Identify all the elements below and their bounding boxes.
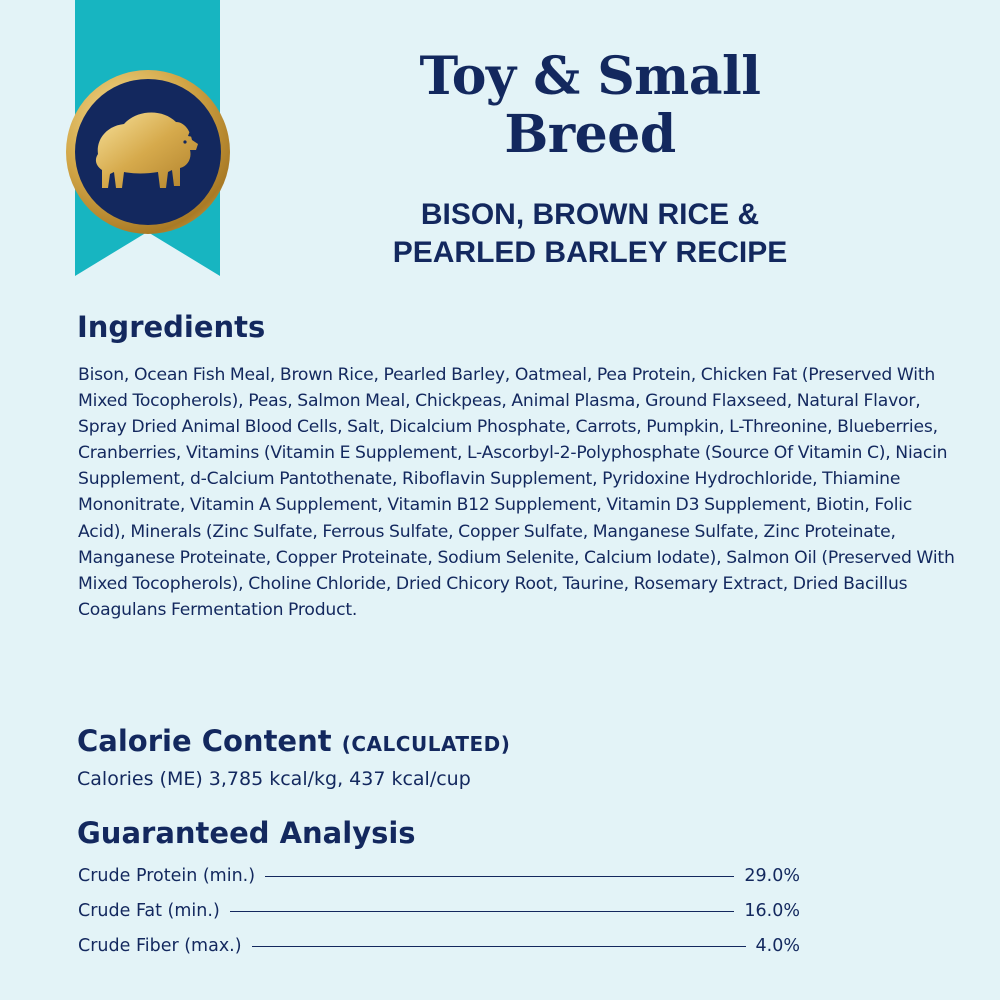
analysis-value: 4.0% [755, 936, 800, 956]
subtitle-line-1: BISON, BROWN RICE & [420, 198, 760, 231]
calorie-content-text: Calories (ME) 3,785 kcal/kg, 437 kcal/cup [77, 768, 471, 790]
leader-line [252, 946, 746, 947]
analysis-row-fat [78, 901, 800, 921]
leader-line [230, 911, 735, 912]
calorie-heading-label: Calorie Content [77, 724, 332, 758]
bison-icon [84, 100, 212, 210]
analysis-row-protein [78, 866, 800, 886]
brand-medallion [66, 70, 230, 234]
calorie-heading-note: (CALCULATED) [341, 732, 511, 756]
analysis-label: Crude Fat (min.) [78, 901, 220, 921]
product-title: Toy & Small Breed [419, 46, 761, 165]
analysis-value: 29.0% [744, 866, 800, 886]
analysis-label: Crude Fiber (max.) [78, 936, 242, 956]
calorie-content-heading [77, 724, 510, 758]
recipe-subtitle [330, 196, 850, 272]
leader-line [265, 876, 734, 877]
ingredients-heading: Ingredients [77, 310, 266, 344]
analysis-label: Crude Protein (min.) [78, 866, 256, 886]
subtitle-line-2: PEARLED BARLEY RECIPE [392, 236, 788, 269]
analysis-value: 16.0% [744, 901, 800, 921]
ingredients-text: Bison, Ocean Fish Meal, Brown Rice, Pearled Barley, Oatmeal, Pea Protein, Chicken Fat (Preserved With Mixed Tocopherols), Peas, Salmon Meal, Chickpeas, Animal Plasma, Ground Flaxseed, Natural Flavor, Spray Dried Animal Blood Cells, Salt, Dicalcium Phosphate, Carrots, Pumpkin, L-Threonine, Blueberries, Cranberries, Vitamins (Vitamin E Supplement, L-Ascorbyl-2-Polyphosphate (Source Of Vitamin C), Niacin Supplement, d-Calcium Pantothenate, Riboflavin Supplement, Pyridoxine Hydrochloride, Thiamine Mononitrate, Vitamin A Supplement, Vitamin B12 Supplement, Vitamin D3 Supplement, Biotin, Folic Acid), Minerals (Zinc Sulfate, Ferrous Sulfate, Copper Sulfate, Manganese Sulfate, Zinc Proteinate, Manganese Proteinate, Copper Proteinate, Sodium Selenite, Calcium Iodate), Salmon Oil (Preserved With Mixed Tocopherols), Choline Chloride, Dried Chicory Root, Taurine, Rosemary Extract, Dried Bacillus Coagulans Fermentation Product. [78, 365, 955, 620]
analysis-row-fiber [78, 936, 800, 956]
guaranteed-analysis-heading: Guaranteed Analysis [77, 816, 416, 850]
